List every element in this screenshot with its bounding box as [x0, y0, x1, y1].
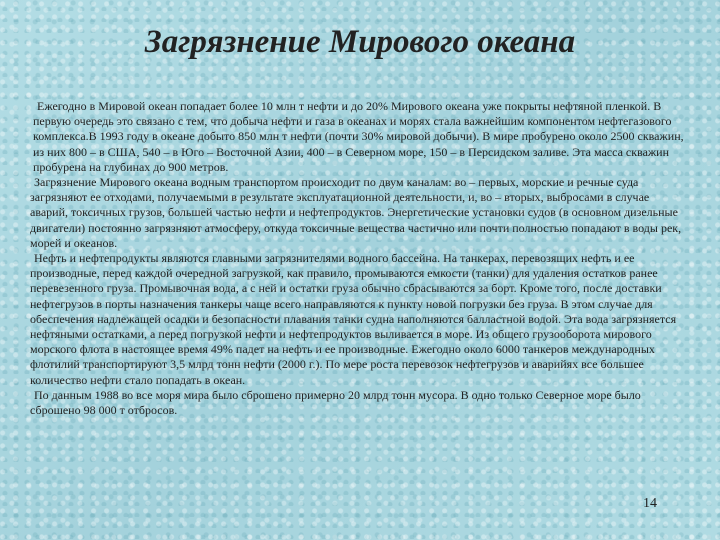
paragraph-tankers: Нефть и нефтепродукты являются главными загрязнителями водного бассейна. На танкерах, перевозящих нефть и ее производные, перед каждой очередной загрузкой, как правило, промываются емкости (танки) для удаления остатков ранее перевезенного груза. Промывочная вода, а с ней и остатки груза обычно сбрасываются за борт. Кроме того, после доставки нефтегрузов в порты назначения танкеры чаще всего направляются к пункту новой погрузки без груза. В этом случае для обеспечения надлежащей осадки и безопасности плавания танки судна наполняются балластной водой. Эта вода загрязняется нефтяными остатками, а перед погрузкой нефти и нефтепродуктов выливается в море. Из общего грузооборота мирового морского флота в настоящее время 49% падет на нефть и ее производные. Ежегодно около 6000 танкеров международных флотилий транспортируют 3,5 млрд тонн нефти (2000 г.). По мере роста перевозок нефтегрузов и аварийях все большее количество нефти стало попадать в океан. [30, 251, 677, 387]
paragraph-water-transport: Загрязнение Мирового океана водным транспортом происходит по двум каналам: во – первых, морские и речные суда загрязняют ее отходами, получаемыми в результате эксплуатационной деятельности, и, во – вторых, выбросами в случае аварий, токсичных грузов, большей частью нефти и нефтепродуктов. Энергетические установки судов (в основном дизельные двигатели) постоянно загрязняют атмосферу, откуда токсичные вещества частично или почти полностью попадают в воды рек, морей и океанов. [30, 175, 682, 250]
slide-body [30, 99, 685, 418]
paragraph-oil-pollution: Ежегодно в Мировой океан попадает более 10 млн т нефти и до 20% Мирового океана уже покрыты нефтяной пленкой. В первую очередь это связано с тем, что добыча нефти и газа в океанах и морях стала важнейшим компонентом нефтегазового комплекса.В 1993 году в океане добыто 850 млн т нефти (почти 30% мировой добычи). В мире пробурено около 2500 скважин, из них 800 – в США, 540 – в Юго – Восточной Азии, 400 – в Северном море, 150 – в Персидском заливе. Эта масса скважин пробурена на глубинах до 900 метров. [33, 99, 684, 174]
page-number: 14 [643, 496, 657, 511]
paragraph-garbage: По данным 1988 во все моря мира было сброшено примерно 20 млрд тонн мусора. В одно только Северное море было сброшено 98 000 т отбросов. [30, 387, 641, 418]
slide-title: Загрязнение Мирового океана [144, 24, 576, 60]
